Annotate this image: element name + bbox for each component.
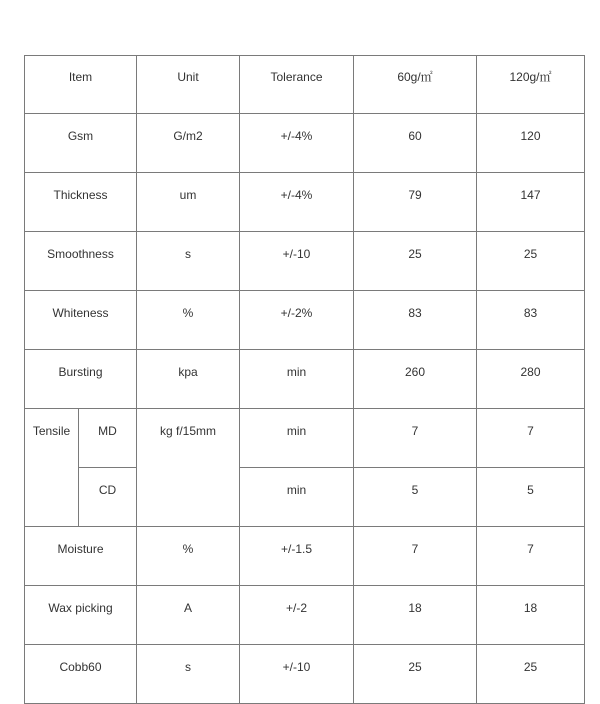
header-unit: Unit [137, 56, 240, 114]
cell-60gsm: 25 [354, 645, 477, 704]
cell-60gsm: 260 [354, 350, 477, 409]
cell-120gsm: 18 [477, 586, 585, 645]
cell-item: Thickness [25, 173, 137, 232]
cell-tolerance: min [240, 409, 354, 468]
table-row [25, 350, 585, 409]
cell-unit: % [137, 527, 240, 586]
header-tolerance: Tolerance [240, 56, 354, 114]
cell-120gsm: 83 [477, 291, 585, 350]
cell-item: Gsm [25, 114, 137, 173]
cell-tolerance: +/-10 [240, 645, 354, 704]
cell-unit-tensile: kg f/15mm [137, 409, 240, 527]
cell-tolerance: +/-4% [240, 173, 354, 232]
header-item: Item [25, 56, 137, 114]
cell-120gsm: 7 [477, 409, 585, 468]
table-row [25, 291, 585, 350]
cell-120gsm: 120 [477, 114, 585, 173]
cell-unit: kpa [137, 350, 240, 409]
table-row [25, 114, 585, 173]
table-row [25, 586, 585, 645]
cell-120gsm: 7 [477, 527, 585, 586]
cell-120gsm: 25 [477, 645, 585, 704]
cell-tolerance: +/-2% [240, 291, 354, 350]
cell-120gsm: 147 [477, 173, 585, 232]
cell-unit: s [137, 232, 240, 291]
cell-subitem-md: MD [79, 409, 137, 468]
cell-60gsm: 5 [354, 468, 477, 527]
cell-tolerance: +/-4% [240, 114, 354, 173]
cell-tolerance: +/-2 [240, 586, 354, 645]
cell-item: Whiteness [25, 291, 137, 350]
cell-60gsm: 79 [354, 173, 477, 232]
table-row-tensile-cd [25, 468, 585, 527]
cell-subitem-cd: CD [79, 468, 137, 527]
table-row [25, 527, 585, 586]
header-60gsm: 60g/㎡ [354, 56, 477, 114]
cell-item: Smoothness [25, 232, 137, 291]
cell-tolerance: +/-1.5 [240, 527, 354, 586]
cell-item: Bursting [25, 350, 137, 409]
cell-unit: A [137, 586, 240, 645]
table-row [25, 232, 585, 291]
table-row-tensile-md [25, 409, 585, 468]
cell-60gsm: 18 [354, 586, 477, 645]
cell-60gsm: 7 [354, 527, 477, 586]
cell-item: Wax picking [25, 586, 137, 645]
spec-table [24, 55, 585, 704]
table-header-row [25, 56, 585, 114]
cell-tolerance: +/-10 [240, 232, 354, 291]
cell-tolerance: min [240, 468, 354, 527]
cell-item: Cobb60 [25, 645, 137, 704]
cell-unit: s [137, 645, 240, 704]
cell-unit: G/m2 [137, 114, 240, 173]
cell-120gsm: 5 [477, 468, 585, 527]
cell-60gsm: 7 [354, 409, 477, 468]
cell-item-tensile: Tensile [25, 409, 79, 527]
cell-120gsm: 25 [477, 232, 585, 291]
cell-120gsm: 280 [477, 350, 585, 409]
cell-unit: % [137, 291, 240, 350]
table-row [25, 645, 585, 704]
table-row [25, 173, 585, 232]
cell-unit: um [137, 173, 240, 232]
cell-60gsm: 60 [354, 114, 477, 173]
cell-60gsm: 83 [354, 291, 477, 350]
header-120gsm: 120g/㎡ [477, 56, 585, 114]
cell-60gsm: 25 [354, 232, 477, 291]
cell-item: Moisture [25, 527, 137, 586]
cell-tolerance: min [240, 350, 354, 409]
